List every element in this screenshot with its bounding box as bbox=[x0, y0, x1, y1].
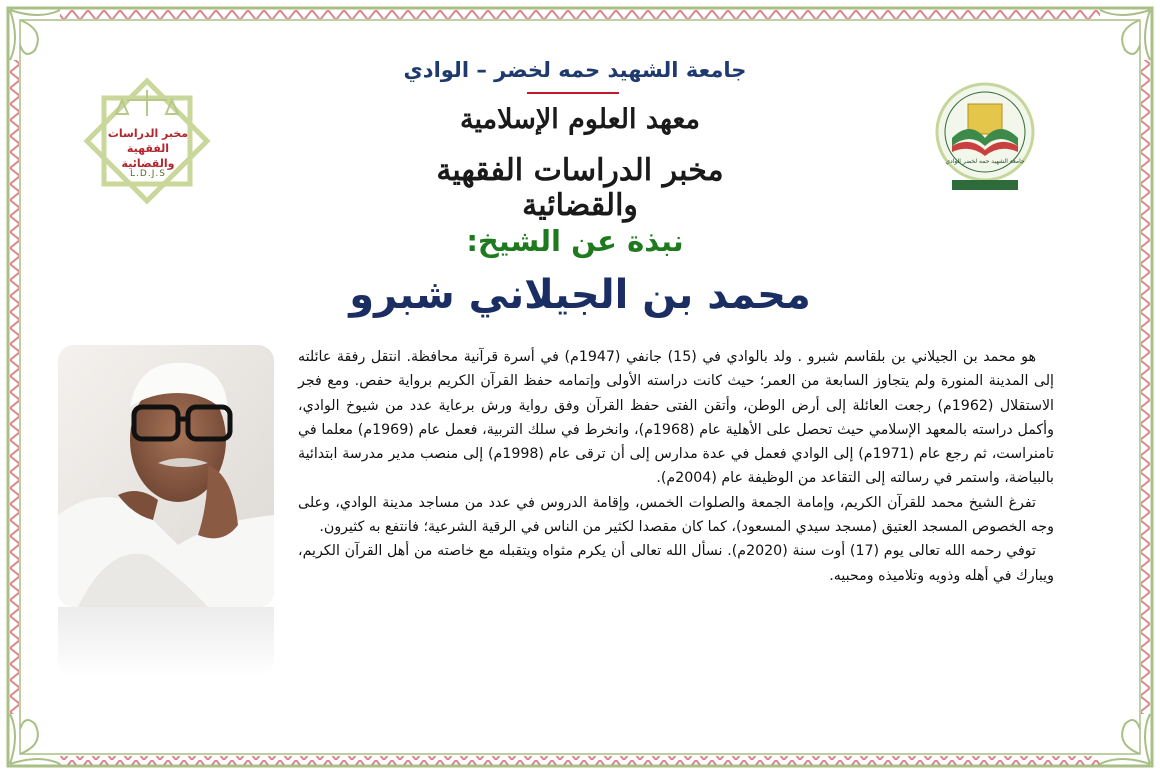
lab-logo-text: مخبر الدراسات الفقهية والقضائية bbox=[107, 127, 189, 170]
lab-logo-tag: L.D.J.S bbox=[130, 169, 166, 179]
university-logo bbox=[930, 80, 1040, 200]
university-title: جامعة الشهيد حمه لخضر – الوادي bbox=[403, 58, 747, 82]
section-subtitle: نبذة عن الشيخ: bbox=[466, 224, 684, 258]
title-divider bbox=[527, 92, 619, 94]
portrait-reflection bbox=[58, 607, 274, 677]
biography-text bbox=[298, 345, 1054, 588]
university-logo-text: جامعة الشهيد حمه لخضر الوادي bbox=[945, 158, 1025, 165]
lab-calligraphy: مخبر الدراسات الفقهية والقضائية bbox=[436, 153, 724, 223]
institute-calligraphy: معهد العلوم الإسلامية bbox=[460, 104, 700, 135]
bio-paragraph: تفرغ الشيخ محمد للقرآن الكريم، وإمامة الجمعة والصلوات الخمس، وإقامة الدروس في عدد من مساجد مدينة الوادي، وعلى وجه الخصوص المسجد العتيق (مسجد سيدي المسعود)، كما كان مقصدا لكثير من الناس في الرقية الشرعية؛ فانتفع به كثيرون. bbox=[298, 494, 1054, 536]
portrait-photo bbox=[58, 345, 274, 607]
bio-paragraph: توفي رحمه الله تعالى يوم (17) أوت سنة (2020م). نسأل الله تعالى أن يكرم مثواه ويتقبله مع خاصته من أهل القرآن الكريم، ويبارك في أهله وذويه وتلاميذه ومحبيه. bbox=[298, 543, 1054, 584]
bio-paragraph: هو محمد بن الجيلاني بن بلقاسم شبرو . ولد بالوادي في (15) جانفي (1947م) في أسرة قرآنية محافظة. انتقل رفقة عائلته إلى المدينة المنورة ولم يتجاوز السابعة من العمر؛ حيث كانت دراسته الأولى وإتمامه حفظ القرآن الكريم برواية حفص. ومع فجر الاستقلال (1962م) رجعت العائلة إلى أرض الوطن، وأتقن الفتى حفظ القرآن وفق رواية ورش برعاية عدد من شيوخ الوادي، وأكمل دراسته بالمعهد الإسلامي حيث تحصل على الأهلية عام (1968م)، وانخرط في سلك التربية، فعمل عام (1969م) معلما في تامنراست، ثم رجع عام (1971م) إلى الوادي فعمل في عدة مدارس إلى أن ترقى عام (1998م) إلى منصب مدير مدرسة ابتدائية بالبياضة، واستمر في رسالته إلى التقاعد من الوظيفة عام (2004م). bbox=[298, 349, 1055, 487]
sheikh-name: محمد بن الجيلاني شبرو bbox=[349, 272, 811, 318]
